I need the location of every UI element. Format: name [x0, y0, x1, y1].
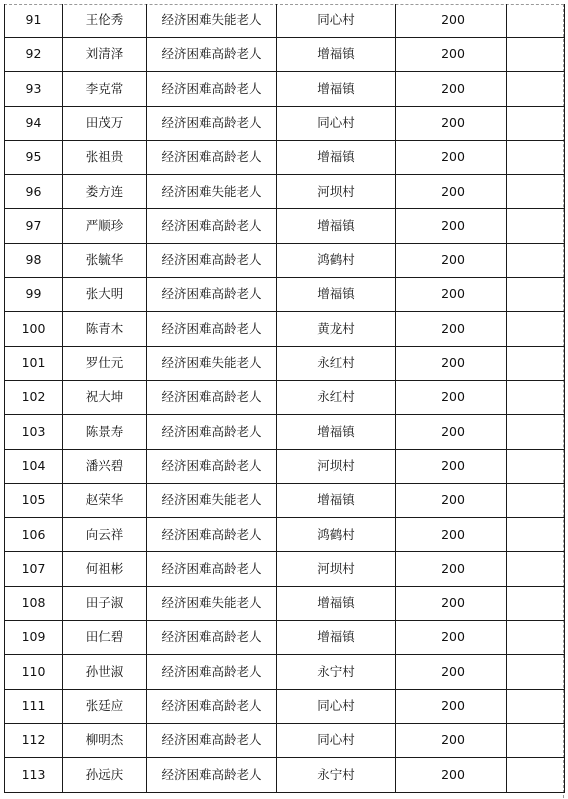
amount-value: 200	[441, 114, 465, 130]
table-row	[5, 243, 565, 277]
cell-note	[507, 758, 565, 792]
cell-category: 经济困难高龄老人	[147, 72, 277, 106]
cell-person-name: 田子淑	[63, 586, 147, 620]
table-row	[5, 518, 565, 552]
cell-note	[507, 518, 565, 552]
cell-amount	[396, 4, 507, 38]
amount-value: 200	[441, 595, 465, 611]
table-row	[5, 689, 565, 723]
cell-person-name: 向云祥	[63, 518, 147, 552]
cell-village: 增福镇	[277, 209, 396, 243]
cell-amount	[396, 106, 507, 140]
cell-note	[507, 483, 565, 517]
table-row	[5, 312, 565, 346]
table-row	[5, 586, 565, 620]
cell-note	[507, 140, 565, 174]
amount-value: 200	[441, 286, 465, 302]
cell-category: 经济困难高龄老人	[147, 278, 277, 312]
table-row	[5, 278, 565, 312]
cell-village: 河坝村	[277, 449, 396, 483]
cell-amount	[396, 552, 507, 586]
cell-category: 经济困难高龄老人	[147, 723, 277, 757]
cell-note	[507, 552, 565, 586]
cell-person-name: 严顺珍	[63, 209, 147, 243]
cell-row-number: 93	[5, 72, 63, 106]
cell-note	[507, 586, 565, 620]
amount-value: 200	[441, 560, 465, 576]
amount-value: 200	[441, 217, 465, 233]
cell-note	[507, 243, 565, 277]
cell-village: 河坝村	[277, 552, 396, 586]
cell-note	[507, 346, 565, 380]
cell-category: 经济困难高龄老人	[147, 655, 277, 689]
cell-person-name: 张大明	[63, 278, 147, 312]
cell-note	[507, 4, 565, 38]
amount-value: 200	[441, 629, 465, 645]
cell-category: 经济困难高龄老人	[147, 106, 277, 140]
cell-amount	[396, 312, 507, 346]
amount-value: 200	[441, 732, 465, 748]
cell-row-number: 104	[5, 449, 63, 483]
cell-category: 经济困难高龄老人	[147, 140, 277, 174]
cell-village: 河坝村	[277, 175, 396, 209]
table-row	[5, 140, 565, 174]
table-row	[5, 4, 565, 38]
cell-note	[507, 72, 565, 106]
cell-amount	[396, 38, 507, 72]
cell-amount	[396, 518, 507, 552]
cell-note	[507, 689, 565, 723]
cell-category: 经济困难高龄老人	[147, 415, 277, 449]
cell-amount	[396, 689, 507, 723]
cell-note	[507, 655, 565, 689]
subsidy-roster-table	[4, 4, 565, 793]
cell-person-name: 田茂万	[63, 106, 147, 140]
cell-note	[507, 106, 565, 140]
cell-row-number: 102	[5, 380, 63, 414]
table-row	[5, 552, 565, 586]
amount-value: 200	[441, 80, 465, 96]
cell-village: 增福镇	[277, 415, 396, 449]
cell-person-name: 何祖彬	[63, 552, 147, 586]
cell-amount	[396, 243, 507, 277]
table-row	[5, 621, 565, 655]
cell-amount	[396, 346, 507, 380]
amount-value: 200	[441, 389, 465, 405]
cell-note	[507, 621, 565, 655]
cell-category: 经济困难失能老人	[147, 4, 277, 38]
cell-person-name: 罗仕元	[63, 346, 147, 380]
cell-person-name: 娄方连	[63, 175, 147, 209]
cell-village: 永宁村	[277, 655, 396, 689]
cell-village: 增福镇	[277, 140, 396, 174]
amount-value: 200	[441, 355, 465, 371]
cell-row-number: 112	[5, 723, 63, 757]
cell-village: 增福镇	[277, 621, 396, 655]
cell-row-number: 94	[5, 106, 63, 140]
cell-amount	[396, 483, 507, 517]
cell-amount	[396, 758, 507, 792]
cell-category: 经济困难高龄老人	[147, 449, 277, 483]
cell-row-number: 100	[5, 312, 63, 346]
amount-value: 200	[441, 766, 465, 782]
cell-person-name: 刘清泽	[63, 38, 147, 72]
cell-category: 经济困难高龄老人	[147, 209, 277, 243]
cell-village: 黄龙村	[277, 312, 396, 346]
cell-village: 同心村	[277, 106, 396, 140]
amount-value: 200	[441, 526, 465, 542]
cell-note	[507, 449, 565, 483]
cell-category: 经济困难高龄老人	[147, 243, 277, 277]
cell-category: 经济困难失能老人	[147, 175, 277, 209]
cell-row-number: 91	[5, 4, 63, 38]
cell-category: 经济困难高龄老人	[147, 38, 277, 72]
cell-note	[507, 209, 565, 243]
table-row	[5, 449, 565, 483]
cell-person-name: 李克常	[63, 72, 147, 106]
cell-person-name: 陈景寿	[63, 415, 147, 449]
cell-person-name: 赵荣华	[63, 483, 147, 517]
cell-person-name: 田仁碧	[63, 621, 147, 655]
cell-person-name: 张毓华	[63, 243, 147, 277]
cell-category: 经济困难失能老人	[147, 483, 277, 517]
table-row	[5, 380, 565, 414]
cell-row-number: 95	[5, 140, 63, 174]
cell-row-number: 99	[5, 278, 63, 312]
cell-category: 经济困难失能老人	[147, 346, 277, 380]
cell-amount	[396, 278, 507, 312]
amount-value: 200	[441, 320, 465, 336]
cell-amount	[396, 380, 507, 414]
cell-village: 增福镇	[277, 38, 396, 72]
table-row	[5, 346, 565, 380]
cell-row-number: 108	[5, 586, 63, 620]
cell-person-name: 柳明杰	[63, 723, 147, 757]
amount-value: 200	[441, 149, 465, 165]
cell-village: 增福镇	[277, 483, 396, 517]
amount-value: 200	[441, 457, 465, 473]
amount-value: 200	[441, 663, 465, 679]
cell-village: 增福镇	[277, 72, 396, 106]
table-body	[5, 4, 565, 792]
cell-category: 经济困难高龄老人	[147, 552, 277, 586]
cell-row-number: 103	[5, 415, 63, 449]
cell-note	[507, 723, 565, 757]
cell-amount	[396, 621, 507, 655]
cell-person-name: 张祖贵	[63, 140, 147, 174]
cell-row-number: 111	[5, 689, 63, 723]
cell-row-number: 109	[5, 621, 63, 655]
cell-village: 增福镇	[277, 278, 396, 312]
cell-village: 同心村	[277, 689, 396, 723]
cell-person-name: 王伦秀	[63, 4, 147, 38]
cell-person-name: 张廷应	[63, 689, 147, 723]
cell-amount	[396, 140, 507, 174]
cell-amount	[396, 415, 507, 449]
cell-person-name: 潘兴碧	[63, 449, 147, 483]
table-row	[5, 209, 565, 243]
cell-row-number: 105	[5, 483, 63, 517]
table-row	[5, 72, 565, 106]
table-row	[5, 175, 565, 209]
cell-category: 经济困难高龄老人	[147, 312, 277, 346]
cell-amount	[396, 175, 507, 209]
cell-amount	[396, 723, 507, 757]
amount-value: 200	[441, 183, 465, 199]
cell-person-name: 孙远庆	[63, 758, 147, 792]
cell-row-number: 101	[5, 346, 63, 380]
cell-village: 增福镇	[277, 586, 396, 620]
cell-row-number: 96	[5, 175, 63, 209]
cell-row-number: 110	[5, 655, 63, 689]
cell-village: 同心村	[277, 723, 396, 757]
cell-amount	[396, 655, 507, 689]
cell-category: 经济困难高龄老人	[147, 758, 277, 792]
table-row	[5, 758, 565, 792]
cell-row-number: 106	[5, 518, 63, 552]
cell-village: 同心村	[277, 4, 396, 38]
cell-person-name: 祝大坤	[63, 380, 147, 414]
table-row	[5, 38, 565, 72]
cell-category: 经济困难失能老人	[147, 586, 277, 620]
cell-amount	[396, 449, 507, 483]
table-row	[5, 655, 565, 689]
cell-category: 经济困难高龄老人	[147, 689, 277, 723]
cell-amount	[396, 586, 507, 620]
table-row	[5, 415, 565, 449]
cell-category: 经济困难高龄老人	[147, 380, 277, 414]
cell-row-number: 97	[5, 209, 63, 243]
cell-row-number: 92	[5, 38, 63, 72]
cell-note	[507, 278, 565, 312]
cell-category: 经济困难高龄老人	[147, 518, 277, 552]
cell-row-number: 98	[5, 243, 63, 277]
cell-village: 鸿鹤村	[277, 518, 396, 552]
cell-row-number: 113	[5, 758, 63, 792]
cell-village: 鸿鹤村	[277, 243, 396, 277]
cell-note	[507, 380, 565, 414]
cell-note	[507, 415, 565, 449]
amount-value: 200	[441, 698, 465, 714]
cell-amount	[396, 209, 507, 243]
cell-person-name: 陈青木	[63, 312, 147, 346]
cell-note	[507, 38, 565, 72]
amount-value: 200	[441, 492, 465, 508]
cell-village: 永宁村	[277, 758, 396, 792]
amount-value: 200	[441, 46, 465, 62]
amount-value: 200	[441, 252, 465, 268]
cell-row-number: 107	[5, 552, 63, 586]
cell-village: 永红村	[277, 346, 396, 380]
cell-category: 经济困难高龄老人	[147, 621, 277, 655]
table-row	[5, 483, 565, 517]
cell-note	[507, 175, 565, 209]
cell-person-name: 孙世淑	[63, 655, 147, 689]
table-row	[5, 723, 565, 757]
amount-value: 200	[441, 423, 465, 439]
table-row	[5, 106, 565, 140]
cell-note	[507, 312, 565, 346]
cell-amount	[396, 72, 507, 106]
amount-value: 200	[441, 12, 465, 28]
cell-village: 永红村	[277, 380, 396, 414]
